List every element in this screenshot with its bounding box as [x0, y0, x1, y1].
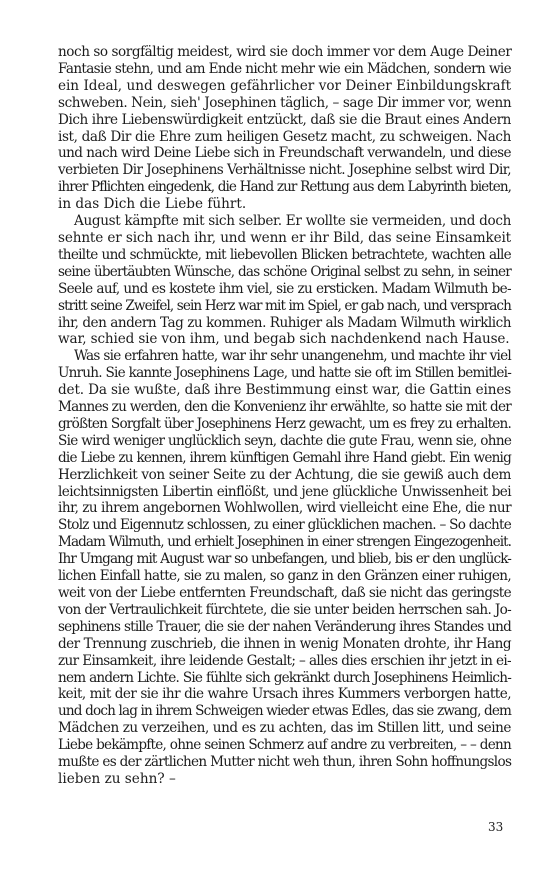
text-line: Fantasie stehn, und am Ende nicht mehr wie ein Mädchen, sondern wie [58, 60, 511, 77]
text-line: lichen Einfall hatte, sie zu malen, so ganz in den Gränzen einer ruhigen, [58, 568, 511, 585]
text-line: ist, daß Dir die Ehre zum heiligen Gesetz macht, zu schweigen. Nach [58, 128, 511, 145]
text-line: Liebe bekämpfte, ohne seinen Schmerz auf andre zu verbreiten, – – denn [58, 737, 511, 754]
text-line: Herzlichkeit von seiner Seite zu der Achtung, die sie gewiß auch dem [58, 466, 511, 483]
paragraph-2 [58, 213, 511, 348]
text-line: Madam Wilmuth, und erhielt Josephinen in einer strengen Eingezogenheit. [58, 534, 511, 551]
text-line: verbieten Dir Josephinens Verhältnisse nicht. Josephine selbst wird Dir, [58, 162, 511, 179]
text-line: ein Ideal, und deswegen gefährlicher vor Deiner Einbildungskraft [58, 77, 511, 94]
text-line: nem andern Lichte. Sie fühlte sich gekränkt durch Josephinens Heimlich- [58, 669, 511, 686]
text-line: lieben zu sehn? – [58, 770, 176, 787]
text-line: Seele auf, und es kostete ihm viel, sie zu ersticken. Madam Wilmuth be- [58, 280, 511, 297]
text-line: schweben. Nein, sieh' Josephinen täglich, – sage Dir immer vor, wenn [58, 94, 512, 111]
text-line: in das Dich die Liebe führt. [58, 196, 247, 213]
paragraph-3 [58, 348, 511, 788]
page-number: 33 [488, 820, 504, 834]
text-line: Mädchen zu verzeihen, und es zu achten, das im Stillen litt, und seine [58, 720, 511, 737]
text-line: leichtsinnigsten Libertin einflößt, und jene glückliche Unwissenheit bei [58, 483, 511, 500]
text-line: keit, mit der sie ihr die wahre Ursach ihres Kummers verborgen hatte, [58, 686, 511, 703]
text-line: sephinens stille Trauer, die sie der nahen Veränderung ihres Standes und [58, 618, 511, 635]
text-line: ihr, den andern Tag zu kommen. Ruhiger als Madam Wilmuth wirklich [58, 314, 511, 331]
text-line: Ihr Umgang mit August war so unbefangen, und blieb, bis er den unglück- [58, 551, 511, 568]
text-line: ihr, zu ihrem angebornen Wohlwollen, wird vielleicht eine Ehe, die nur [58, 500, 512, 517]
text-line: Was sie erfahren hatte, war ihr sehr unangenehm, und machte ihr viel [74, 348, 511, 365]
text-line: det. Da sie wußte, daß ihre Bestimmung einst war, die Gattin eines [58, 382, 512, 399]
book-page-text [58, 44, 511, 788]
text-line: Mannes zu werden, den die Konvenienz ihr erwählte, so hatte sie mit der [58, 399, 511, 416]
text-line: Sie wird weniger unglücklich seyn, dachte die gute Frau, wenn sie, ohne [58, 432, 512, 449]
text-line: mußte es der zärtlichen Mutter nicht weh thun, ihren Sohn hoffnungslos [58, 754, 512, 771]
text-line: und nach wird Deine Liebe sich in Freundschaft verwandeln, und diese [58, 145, 511, 162]
text-line: der Trennung zuschrieb, die ihnen in wenig Monaten drohte, ihr Hang [58, 635, 511, 652]
text-line: Dich ihre Liebenswürdigkeit entzückt, daß sie die Braut eines Andern [58, 111, 511, 128]
text-line: theilte und schmückte, mit liebevollen Blicken betrachtete, wachten alle [58, 246, 511, 263]
text-line: zur Einsamkeit, ihre leidende Gestalt; – alles dies erschien ihr jetzt in ei- [58, 652, 511, 669]
text-line: Unruh. Sie kannte Josephinens Lage, und hatte sie oft im Stillen bemitlei- [58, 365, 511, 382]
text-line: noch so sorgfältig meidest, wird sie doch immer vor dem Auge Deiner [58, 44, 512, 60]
text-line: ihrer Pflichten eingedenk, die Hand zur Rettung aus dem Labyrinth bieten, [58, 179, 511, 196]
text-line: größten Sorgfalt über Josephinens Herz gewacht, um es frey zu erhalten. [58, 415, 511, 432]
text-line: sehnte er sich nach ihr, und wenn er ihr Bild, das seine Einsamkeit [58, 229, 511, 246]
text-line: stritt seine Zweifel, sein Herz war mit im Spiel, er gab nach, und versprach [58, 297, 511, 314]
text-line: weit von der Liebe entfernten Freundschaft, daß sie nicht das geringste [58, 585, 511, 601]
text-line: seine übertäubten Wünsche, das schöne Original selbst zu sehn, in seiner [58, 263, 511, 280]
text-line: war, schied sie von ihm, und begab sich nachdenkend nach Hause. [58, 331, 510, 348]
text-line: Stolz und Eigennutz schlossen, zu einer glücklichen machen. – So dachte [58, 517, 511, 534]
text-line: von der Vertraulichkeit fürchtete, die sie unter beiden herrschen sah. Jo- [58, 601, 511, 618]
text-line: August kämpfte mit sich selber. Er wollte sie vermeiden, und doch [74, 213, 511, 230]
text-line: und doch lag in ihrem Schweigen wieder etwas Edles, das sie zwang, dem [58, 703, 512, 720]
text-line: die Liebe zu kennen, ihrem künftigen Gemahl ihre Hand giebt. Ein wenig [58, 449, 511, 466]
paragraph-1 [58, 44, 511, 213]
